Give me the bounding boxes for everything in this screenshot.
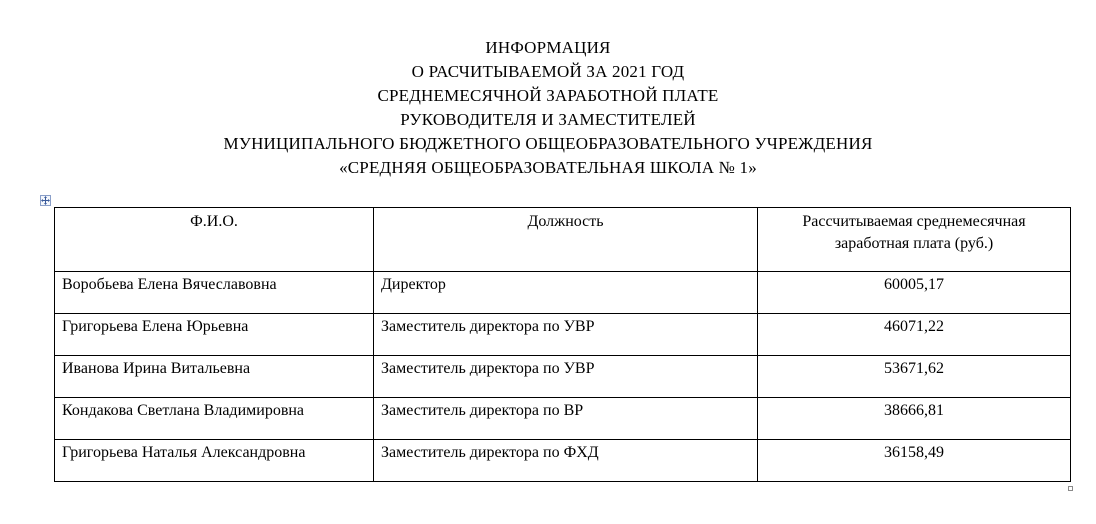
cell-name [55,440,374,482]
employee-position: Заместитель директора по УВР [381,360,595,377]
title-line-6: «СРЕДНЯЯ ОБЩЕОБРАЗОВАТЕЛЬНАЯ ШКОЛА № 1» [339,158,757,177]
title-line-3: СРЕДНЕМЕСЯЧНОЙ ЗАРАБОТНОЙ ПЛАТЕ [377,86,719,105]
cell-position [374,398,758,440]
employee-position: Заместитель директора по УВР [381,318,595,335]
header-name: Ф.И.О. [190,213,238,230]
employee-position: Заместитель директора по ФХД [381,444,599,461]
header-salary [758,208,1070,255]
cell-salary [758,440,1071,482]
table-row [55,398,1071,440]
employee-salary: 46071,22 [884,318,944,335]
title-line-4: РУКОВОДИТЕЛЯ И ЗАМЕСТИТЕЛЕЙ [400,110,696,129]
table-row [55,440,1071,482]
header-cell-name [55,208,374,272]
employee-salary: 53671,62 [884,360,944,377]
table-row [55,356,1071,398]
salary-table [54,207,1071,482]
cell-position [374,440,758,482]
cell-name [55,272,374,314]
cell-salary [758,398,1071,440]
header-position: Должность [527,213,604,230]
header-cell-salary [758,208,1071,272]
header-salary-line-2: заработная плата (руб.) [834,235,994,252]
cell-salary [758,272,1071,314]
title-line-2: О РАСЧИТЫВАЕМОЙ ЗА 2021 ГОД [411,62,685,81]
cell-name [55,314,374,356]
cell-name [55,356,374,398]
employee-name: Григорьева Елена Юрьевна [62,318,249,335]
employee-salary: 36158,49 [884,444,944,461]
resize-square-icon[interactable] [1068,486,1073,491]
cell-position [374,272,758,314]
cell-salary [758,356,1071,398]
employee-salary: 60005,17 [884,276,944,293]
document-title [0,36,1096,180]
header-salary-line-1: Рассчитываемая среднемесячная [802,213,1026,230]
employee-name: Кондакова Светлана Владимировна [62,402,305,419]
title-line-1: ИНФОРМАЦИЯ [485,38,611,57]
table-row [55,314,1071,356]
cell-position [374,356,758,398]
table-header-row [55,208,1071,272]
employee-position: Директор [381,276,446,293]
move-cross-icon[interactable] [40,195,51,206]
employee-position: Заместитель директора по ВР [381,402,584,419]
title-line-5: МУНИЦИПАЛЬНОГО БЮДЖЕТНОГО ОБЩЕОБРАЗОВАТЕЛЬНОГО УЧРЕЖДЕНИЯ [223,134,873,153]
employee-name: Григорьева Наталья Александровна [62,444,306,461]
employee-name: Воробьева Елена Вячеславовна [62,276,277,293]
cell-position [374,314,758,356]
header-cell-position [374,208,758,272]
table-row [55,272,1071,314]
cell-salary [758,314,1071,356]
employee-salary: 38666,81 [884,402,944,419]
cell-name [55,398,374,440]
employee-name: Иванова Ирина Витальевна [62,360,251,377]
